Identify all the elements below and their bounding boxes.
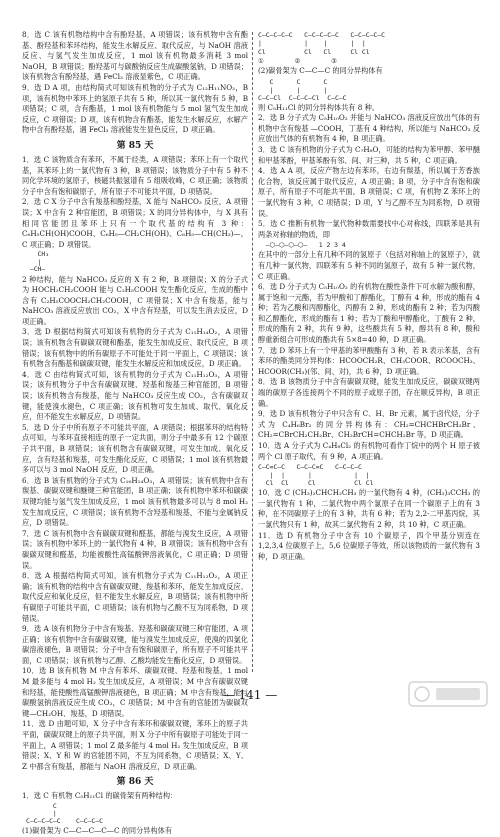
answer-paragraph: 4．选 C 由结构简式可知，该有机物的分子式为 C₁₁H₁₂O₃，A 项错误；该有机物分子中含有碳碳双键、羟基和羧基三种官能团，B 项错误；该有机物含有羧基，能与 NaHCO₃ 反应生成 CO₂，含有碳碳双键，能使溴水褪色，C 项正确；该有机物可发生加成、取代、氧化反应，但不能发生水解反应，D 项错误。 bbox=[22, 369, 248, 422]
structure-formula: Cl Cl Cl Cl Cl bbox=[258, 48, 370, 56]
structure-formula: —⬡—⬡—⬡—⬡— 1 2 3 4 bbox=[258, 241, 346, 250]
answer-paragraph: 6．选 D 分子式为 C₅H₁₀O₂ 的有机物在酸性条件下可水解为酸和醇，属于饱和一元酯，若为甲酸和丁醇酯化，丁醇有 4 种，形成的酯有 4 种；若为乙酸和丙醇酯化，丙醇有 2 种，形成的酯有 2 种；若为丙酸和乙醇酯化，形成的酯有 1 种；若为丁酸和甲醇酯化，丁酸有 2 种，形成的酯有 2 种，共有 9 种，这些酸共有 5 种，醇共有 8 种，酸和醇重新组合可形成的酯共有 5×8=40 种，D 项正确。 bbox=[258, 282, 480, 345]
structure-formula: CH₃ | —CH— bbox=[29, 250, 50, 274]
structure-formula: C—C=C—C C—C—C=C C—C—C—C | | | | | Cl Cl Cl Cl Cl bbox=[258, 463, 374, 488]
section-heading-day-86: 第 86 天 bbox=[116, 777, 154, 788]
answer-paragraph: 3．选 C 该有机物的分子式为 C₇H₈O，可能的结构为苯甲醇、苯甲醚和甲基苯酚，甲基苯酚有邻、间、对三种，共 5 种，C 项正确。 bbox=[258, 144, 480, 165]
answer-paragraph: 8．选 C 该有机物结构中含有酚羟基，A 项错误；该有机物中含有酯基、酚羟基和苯环结构，能发生水解反应、取代反应，与 NaOH 溶液反应、与氢气发生加成反应，1 mol 该有机物最多消耗 3 mol NaOH，B 项错误；酚羟基可与碳酸钠反应生成碳酸氢钠，D 项错误；该有机物含有酚羟基，遇 FeCl₃ 溶液显紫色，C 项正确。 bbox=[22, 30, 248, 82]
answer-paragraph: 4．选 A A 项，反应产物左边有苯环，右边有羰基，所以属于芳香族化合物，该反应属于取代反应，A 项正确；B 项，分子中含有饱和碳原子，所有原子不可能共平面，B 项错误；C 项，有机物 Z 苯环上的一氯代物有 3 种，C 项错误；D 项，Y 与乙醇不互为同系物，D 项错误。 bbox=[258, 166, 480, 218]
answer-paragraph: 9．选 A 该有机物分子中含有羧基、羟基和碳碳双键三种官能团，A 项正确；该有机物中含有碳碳双键，能与溴发生加成反应，使溴的四氯化碳溶液褪色，B 项错误；分子中含有饱和碳原子，所有原子不可能共平面，C 项错误；该有机物与乙醇、乙酸均能发生酯化反应，D 项错误。 bbox=[22, 624, 248, 665]
answer-paragraph: 3．选 D 根据结构简式可知该有机物的分子式为 C₁₁H₁₄O₂，A 项错误；该有机物含有碳碳双键和酯基，能发生加成反应、取代反应，B 项错误；该有机物中的所有碳原子不可能处于同一平面上，C 项错误；该有机物含有酯基和碳碳双键，能发生水解反应和加成反应，D 项正确。 bbox=[22, 327, 248, 369]
page-number: — 141 — bbox=[222, 688, 278, 702]
left-column bbox=[22, 30, 248, 837]
structure-label: ① ② ③ bbox=[258, 57, 337, 65]
answer-paragraph: 7．选 D 苯环上有一个甲基的苯甲酸酯有 3 种，若 R 表示苯基，含有苯环的酯类同分异构体：HCOOCH₂R、CH₃COOR、RCOOCH₃、HCOOR(CH₃)(邻、间、对)，共 6 种，D 项正确。 bbox=[258, 345, 480, 376]
answer-paragraph: 9．选 D A 项，由结构简式可知该有机物的分子式为 C₁₂H₁₁NO₂，B 项，该有机物中苯环上的氢原子共有 5 种，所以其一氯代物有 5 种，B 项错误；C 项，含有酯基，1 mol 该有机物能与 5 mol 氢气发生加成反应，C 项错误；D 项，该有机物含有酯基，能发生水解反应，水解产物中含有酚羟基，遇 FeCl₃ 溶液能发生显色反应，D 项正确。 bbox=[22, 82, 248, 135]
answer-paragraph: 2 种结构，能与 NaHCO₃ 反应的 X 有 2 种，B 项错误；X 的分子式为 HOCH₂CH₂COOH 能与 C₂H₅COOH 发生酯化反应，生成的酯中含有 C₂H₅COOCH₂CH₂COOH，C 项错误；X 中含有羧基，能与 NaHCO₃ 溶液反应放出 CO₂，X 中含有羟基，可以发生消去反应，D 项正确。 bbox=[22, 274, 248, 326]
answer-paragraph: 5．选 C 推断有机物一氯代物种数需要找中心对称线，四联苯是具有两条对称轴的物质，即 bbox=[258, 219, 480, 239]
answer-paragraph: (2)碳骨架为 C—C—C 的同分异构体有 bbox=[258, 66, 383, 75]
answer-paragraph: 5．选 D 分子中所有原子不可能共平面，A 项错误；根据苯环的结构特点可知，与苯环直接相连的原子一定共面，则分子中最多有 12 个碳原子共平面，B 项错误；该有机物含有碳碳双键，可发生加成、氧化反应，含有羟基和羧基，可发生酯化反应，C 项错误；1 mol 该有机物最多可以与 3 mol NaOH 反应，D 项正确。 bbox=[22, 422, 248, 475]
answer-paragraph: 6．选 B 该有机物的分子式为 C₁₆H₁₄O₃，A 项错误；该有机物中含有羰基、碳碳双键和醚键三种官能团，B 项正确；该有机物中苯环和碳碳双键均能与氢气发生加成反应，1 mol 该有机物最多可以与 8 mol H₂ 发生加成反应，C 项错误；该有机物不含羟基和羧基，不能与金属钠反应，D 项错误。 bbox=[22, 475, 248, 528]
answer-paragraph: 8．选 A 根据结构简式可知，该有机物分子式为 C₁₁H₁₂O₂，A 项正确；该有机物的结构中含有碳碳双键、羧基和苯环，能发生加成反应、取代反应和氧化反应，但不能发生水解反应，B 项错误；该有机物中所有碳原子可能共平面，C 项错误；该有机物与乙酸不互为同系物，D 项错误。 bbox=[22, 571, 248, 623]
structure-formula: C | C—C—C—C—C C—C—C—C bbox=[26, 802, 103, 825]
answer-paragraph: 11．选 D 有机物分子中含有 10 个碳原子，四个甲基分别连在 1,2,3,4 位碳原子上，5,6 位碳原子等效，所以该物质的一氯代物有 3 种，D 项正确。 bbox=[258, 530, 480, 561]
answer-paragraph: 2．选 C X 分子中含有羧基和酚羟基，X 能与 NaHCO₃ 反应，A 项错误；X 中含有 2 种官能团，B 项错误；X 的同分异构体中，与 X 具有相同官能团且苯环上只有一个取代基的结构有 3 种：C₆H₅CH(OH)COOH、C₆H₅—CH₂CH(OH)、C₆H₅—CH(CH₃)—，C 项正确；D 项错误。 bbox=[22, 197, 248, 249]
structure-formula: C—C—C—C—C C—C—C—C—C C—C—C—C—C | | | | | bbox=[258, 31, 385, 47]
answer-paragraph: 10．选 B 该有机物 M 中含有苯环、碳碳双键、羟基和羧基，1 mol M 最多能与 4 mol H₂ 发生加成反应，A 项错误；M 中含有碳碳双键和羟基，能使酸性高锰酸钾溶液褪色，B 项正确；M 中含有羧基，能与碳酸氢钠溶液反应生成 CO₂，C 项错误；M 中含有的官能团为碳碳双键—CH₂OH、羧基，D 项错误。 bbox=[22, 666, 248, 718]
answer-paragraph: 9．选 D 该有机物分子中只含有 C、H、Br 元素，属于卤代烃，分子式为 C₄H₆Br₂ 的同分异构体有：CH₂=CHCHBrCH₂Br、CH₂=CBrCH₂CH₂Br、CH₂BrCH=CHCH₂Br 等，D 项正确。 bbox=[258, 409, 480, 440]
answer-paragraph: 在其中的一部分上有几种不同的氢原子（包括对称轴上的氢原子），就有几种一氯代物，四联苯有 5 种不同的氢原子，故有 5 种一氯代物，C 项正确。 bbox=[258, 250, 480, 281]
structure-formula: C C C | | | C—C—Cl C—C—C—Cl C—C—C bbox=[258, 77, 347, 102]
watermark-stamp-icon bbox=[408, 681, 488, 707]
answer-paragraph: 10．选 C (CH₃)₂CHCH₂CH₃ 的一氯代物有 4 种，(CH₃)₃CCH₃ 的一氯代物有 1 种，二氯代物中两个氯原子在同一个碳原子上的有 3 种，在不同碳原子上的有 3 种，共有 6 种；若为 2,2-二甲基丙烷，其一氯代物只有 1 种，故其二氯代物有 2 种，共 10 种，C 项正确。 bbox=[258, 488, 480, 529]
answer-paragraph: 11．选 D 由题可知，X 分子中含有苯环和碳碳双键，苯环上的原子共平面，碳碳双键上的原子共平面，则 X 分子中所有碳原子可能处于同一平面上，A 项错误；1 mol Z 最多能与 4 mol H₂ 发生加成反应，B 项错误；X、Y 和 W 的官能团不同，不互为同系物，C 项错误；X、Y、Z 中都含有羧基，都能与 NaOH 溶液反应，D 项正确。 bbox=[22, 719, 248, 771]
column-divider bbox=[252, 32, 253, 672]
section-heading-day-85: 第 85 天 bbox=[116, 140, 154, 151]
answer-paragraph: 8．选 B 该物质分子中含有碳碳双键，能发生加成反应，碳碳双键两端的碳原子各连接两个不同的原子或原子团，存在顺反异构，B 项正确。 bbox=[258, 377, 480, 408]
right-column bbox=[258, 30, 480, 562]
answer-paragraph: 1．选 C 有机物 C₅H₁₁Cl 的碳骨架有两种结构： bbox=[22, 791, 178, 801]
answer-paragraph: (1)碳骨架为 C—C—C—C—C 的同分异构体有 bbox=[22, 826, 173, 836]
answer-paragraph: 10．选 A 分子式为 C₄H₈Cl₂ 的有机物可看作丁烷中的两个 H 原子被两个 Cl 原子取代，有 9 种，A 项正确。 bbox=[258, 441, 480, 461]
answer-paragraph: 则 C₅H₁₁Cl 的同分异构体共有 8 种。 bbox=[258, 102, 379, 112]
answer-paragraph: 7．选 C 该有机物中含有碳碳双键和醛基，都能与溴发生反应，A 项错误；该有机物中苯环上的一氯代物有 4 种，B 项错误；该有机物中含有碳碳双键和醛基，均能被酸性高锰酸钾溶液氧化，C 项正确；D 项错误。 bbox=[22, 528, 248, 570]
answer-paragraph: 1．选 C 该物质含有苯环，不属于烃类，A 项错误；苯环上有一个取代基，其苯环上的一氯代物有 3 种，B 项错误；该物质分子中有 5 种不同化学环境的氢原子，核磁共振氢谱有 5 组吸收峰，C 项正确；该物质分子中含有饱和碳原子，所有原子不可能共平面，D 项错误。 bbox=[22, 154, 248, 196]
answer-paragraph: 2．选 B 分子式为 C₅H₁₀O₂ 并能与 NaHCO₃ 溶液反应放出气体的有机物中含有羧基 —COOH，丁基有 4 种结构，所以能与 NaHCO₃ 反应放出气体的有机物有 4 种，B 项正确。 bbox=[258, 113, 480, 144]
